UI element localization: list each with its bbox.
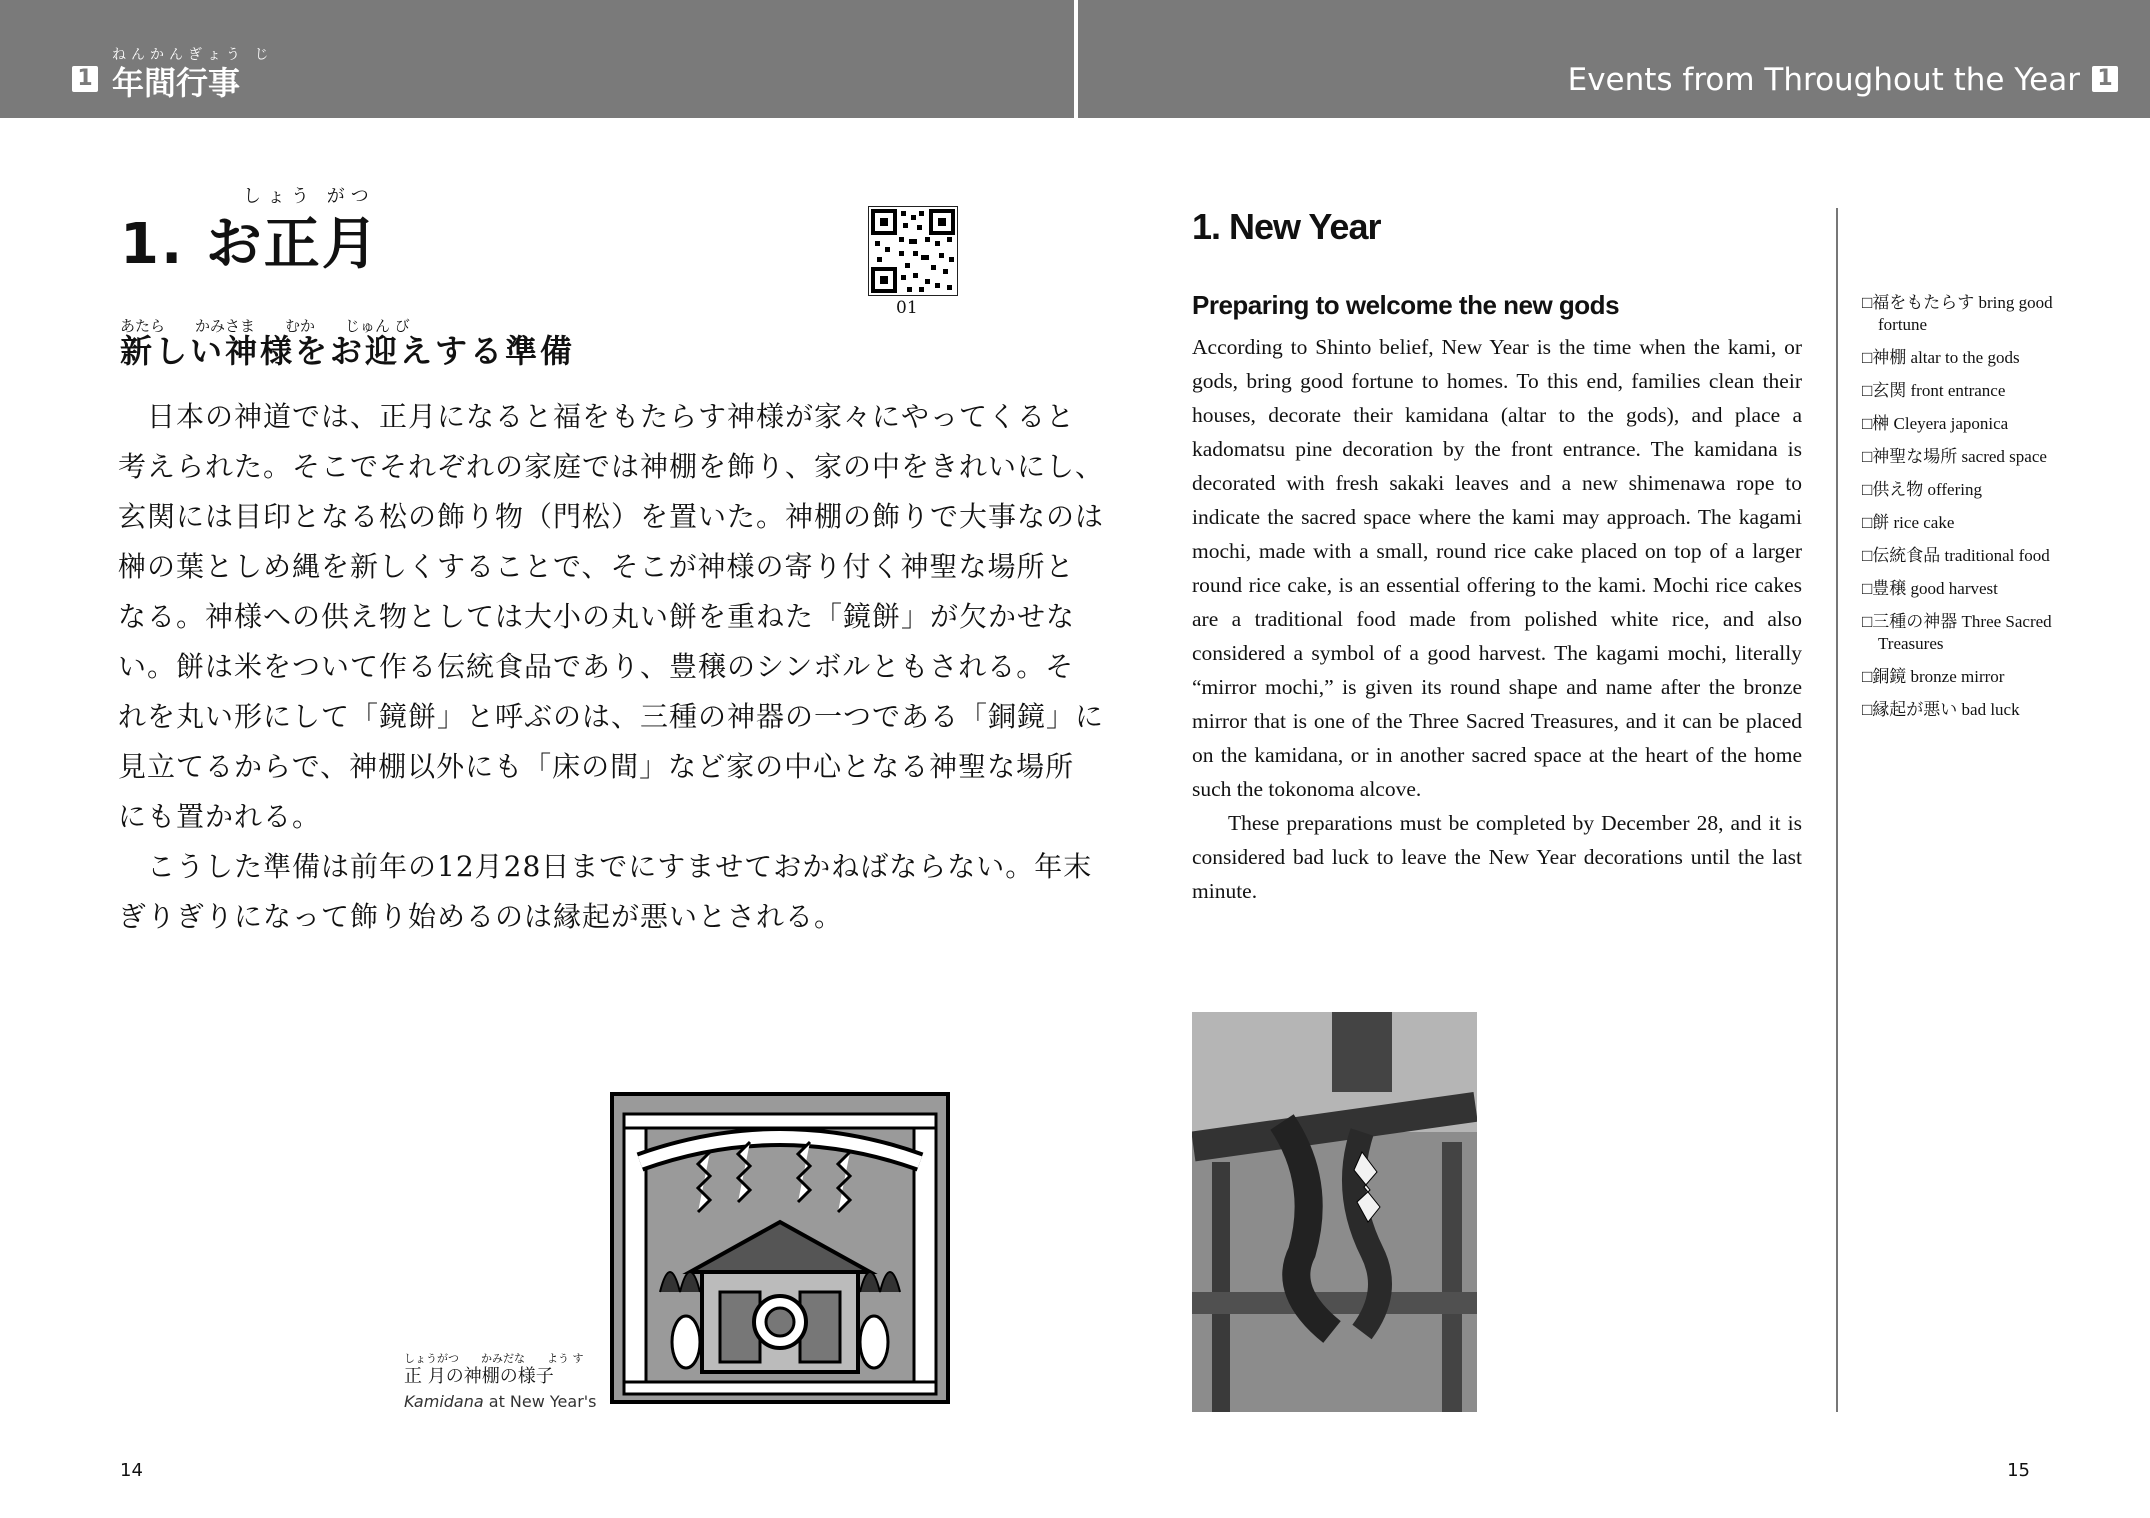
- en-paragraph-2: These preparations must be completed by December 28, and it is considered bad luck to leave the New Year decorations until the last minute.: [1192, 811, 1802, 903]
- jp-body-line: 日本の神道では、正月になると福をもたらす神様が家々にやってくると: [118, 400, 1076, 433]
- glossary-item: □福をもたらす bring good fortune: [1862, 293, 2053, 334]
- chapter-number-badge-right: 1: [2092, 66, 2118, 92]
- shimenawa-photo: [1192, 1012, 1477, 1412]
- jp-body-line: ぎりぎりになって飾り始めるのは縁起が悪いとされる。: [118, 900, 844, 933]
- page-number-left: 14: [120, 1460, 143, 1481]
- jp-subtitle: 新しい神様をお迎えする準備: [120, 332, 576, 370]
- right-header-title: Events from Throughout the Year: [1567, 62, 2080, 98]
- glossary-item: □縁起が悪い bad luck: [1862, 700, 2020, 719]
- jp-body-line: なる。神様への供え物としては大小の丸い餅を重ねた「鏡餅」が欠かせな: [118, 600, 1076, 633]
- kamidana-illustration: [610, 1092, 950, 1404]
- qr-label: 01: [896, 298, 918, 318]
- jp-body-line: れを丸い形にして「鏡餅」と呼ぶのは、三種の神器の一つである「銅鏡」に: [118, 700, 1105, 733]
- glossary-divider: [1836, 208, 1838, 1412]
- glossary-item: □伝統食品 traditional food: [1862, 546, 2050, 565]
- illustration-caption-jp: 正 月の神棚の様子: [404, 1366, 554, 1387]
- jp-body-line: こうした準備は前年の12月28日までにすませておかねばならない。年末: [118, 850, 1093, 883]
- glossary-item: □銅鏡 bronze mirror: [1862, 667, 2005, 686]
- glossary-item: □豊穣 good harvest: [1862, 579, 1998, 598]
- chapter-number-badge: 1: [72, 66, 98, 92]
- subtitle-ruby: あたら かみさま むか じゅん び: [120, 317, 410, 335]
- caption-en-italic: Kamidana: [404, 1392, 484, 1411]
- qr-code[interactable]: [868, 206, 958, 296]
- glossary-item: □神棚 altar to the gods: [1862, 348, 2020, 367]
- glossary-item: □三種の神器 Three Sacred Treasures: [1862, 612, 2052, 653]
- glossary-item: □餅 rice cake: [1862, 513, 1955, 532]
- glossary-item: □榊 Cleyera japonica: [1862, 414, 2009, 433]
- title-ruby: しょう がつ: [243, 186, 375, 207]
- en-section-title: 1. New Year: [1192, 206, 1381, 247]
- en-body-text: [1192, 330, 1802, 908]
- glossary-list: [1862, 292, 2082, 732]
- left-header-title: 年間行事: [112, 64, 241, 102]
- glossary-item: □神聖な場所 sacred space: [1862, 447, 2047, 466]
- jp-body-line: 玄関には目印となる松の飾り物（門松）を置いた。神棚の飾りで大事なのは: [118, 500, 1105, 533]
- jp-body-line: 榊の葉としめ縄を新しくすることで、そこが神様の寄り付く神聖な場所と: [118, 550, 1075, 583]
- header-ruby: ねんかんぎょう じ: [112, 47, 274, 63]
- glossary-item: □供え物 offering: [1862, 480, 1982, 499]
- jp-body-text: [118, 392, 1105, 942]
- jp-body-line: 見立てるからで、神棚以外にも「床の間」など家の中心となる神聖な場所: [118, 750, 1075, 783]
- jp-body-line: 考えられた。そこでそれぞれの家庭では神棚を飾り、家の中をきれいにし、: [118, 450, 1105, 483]
- right-header-bar: [1078, 0, 2150, 118]
- caption-en-rest: at New Year's: [483, 1392, 597, 1411]
- illustration-caption-en: [404, 1392, 597, 1411]
- jp-body-line: にも置かれる。: [118, 800, 322, 833]
- glossary-item: □玄関 front entrance: [1862, 381, 2006, 400]
- caption-ruby: しょうがつ かみだな よう す: [404, 1352, 584, 1365]
- jp-section-title: 1. お正月: [120, 212, 380, 277]
- jp-body-line: い。餅は米をついて作る伝統食品であり、豊穣のシンボルともされる。そ: [118, 650, 1075, 683]
- en-paragraph-1: According to Shinto belief, New Year is the time when the kami, or gods, bring good fortune to homes. To this end, families clean their houses, decorate their kamidana (altar to the gods), and place a kadomatsu pine decoration by the front entrance. The kamidana is decorated with fresh sakaki leaves and a new shimenawa rope to indicate the sacred space where the kami may approach. The kagami mochi, made with a small, round rice cake placed on top of a larger round rice cake, is an essential offering to the kami. Mochi rice cakes are a traditional food made from polished white rice, and also considered a symbol of a good harvest. The kagami mochi, literally “mirror mochi,” is given its round shape and name after the bronze mirror that is one of the Three Sacred Treasures, and it can be placed on the kamidana, or in another sacred space at the heart of the home such the tokonoma alcove.: [1192, 335, 1802, 801]
- en-subtitle: Preparing to welcome the new gods: [1192, 290, 1620, 320]
- left-header-bar: [0, 0, 1074, 118]
- page-number-right: 15: [2007, 1460, 2030, 1481]
